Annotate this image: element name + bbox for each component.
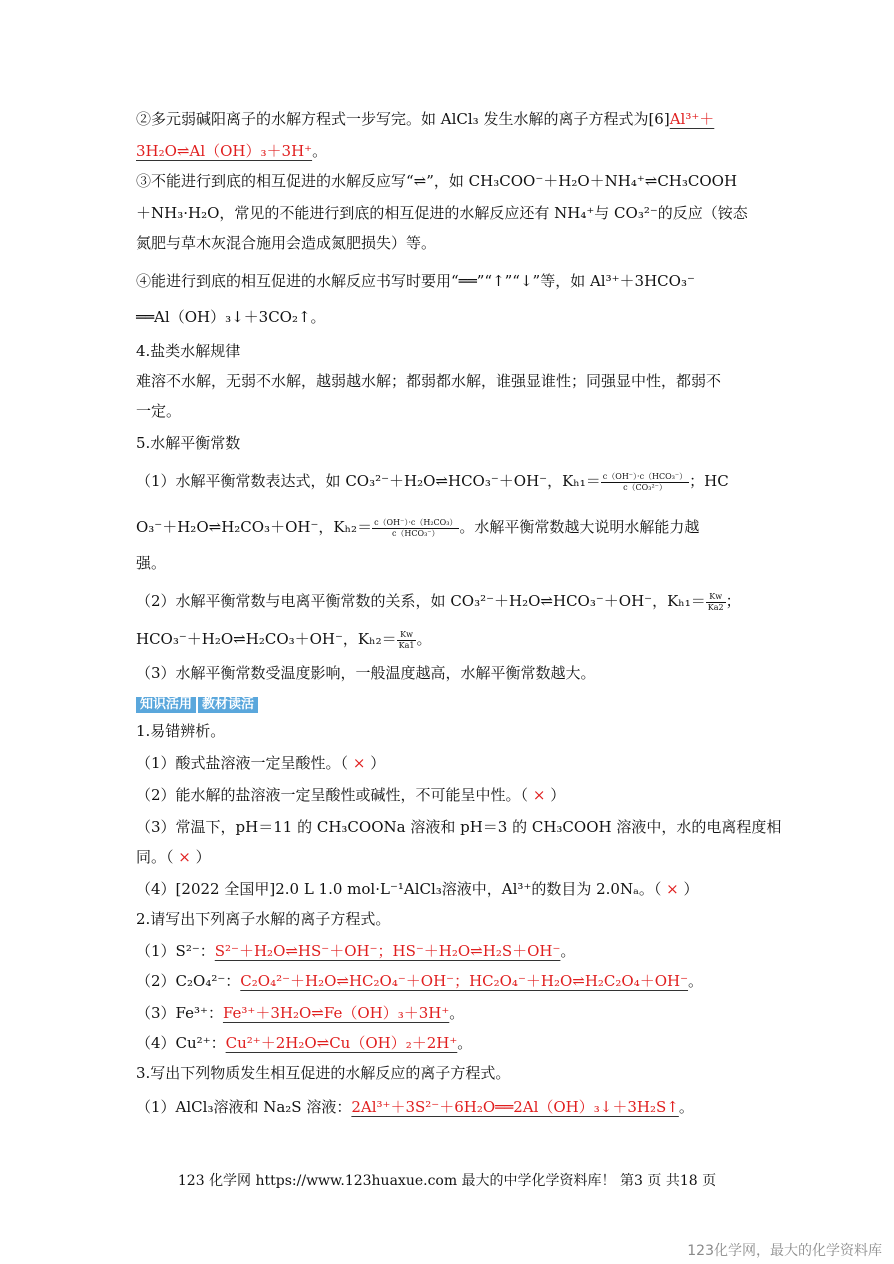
text: ） <box>195 848 211 866</box>
text: （1）水解平衡常数表达式，如 CO₃²⁻＋H₂O⇌HCO₃⁻＋OH⁻，Kₕ₁＝ <box>136 472 601 490</box>
text-line: （3）水解平衡常数受温度影响，一般温度越高，水解平衡常数越大。 <box>136 664 596 682</box>
fraction <box>372 518 459 539</box>
text-line <box>136 628 762 651</box>
wrong-mark: × <box>352 754 366 772</box>
section-heading: 4.盐类水解规律 <box>136 342 241 360</box>
badge-row <box>136 692 762 714</box>
text: （3）Fe³⁺： <box>136 1004 223 1022</box>
text: （4）[2022 全国甲]2.0 L 1.0 mol·L⁻¹AlCl₃溶液中，Al³⁺的数目为 2.0Nₐ。（ <box>136 880 662 898</box>
fraction <box>601 472 689 493</box>
text-line <box>136 470 762 493</box>
wrong-mark: × <box>178 848 191 866</box>
fraction <box>706 592 726 613</box>
text-line <box>136 1002 762 1024</box>
badge-textbook: 教材读活 <box>198 697 258 713</box>
fraction <box>397 630 417 651</box>
text: 。 <box>688 972 704 990</box>
text-line: ══Al（OH）₃↓＋3CO₂↑。 <box>136 308 326 326</box>
text: ②多元弱碱阳离子的水解方程式一步写完。如 AlCl₃ 发生水解的离子方程式为[6] <box>136 110 670 128</box>
text: HCO₃⁻＋H₂O⇌H₂CO₃＋OH⁻，Kₕ₂＝ <box>136 630 397 648</box>
text: （4）Cu²⁺： <box>136 1034 226 1052</box>
text-line: 难溶不水解，无弱不水解，越弱越水解；都弱都水解，谁强显谁性；同强显中性，都弱不 <box>136 372 722 390</box>
text: （2）能水解的盐溶液一定呈酸性或碱性，不可能呈中性。（ <box>136 786 529 804</box>
answer-blank: 3H₂O⇌Al（OH）₃＋3H⁺ <box>136 142 313 160</box>
text-line: 一定。 <box>136 402 182 420</box>
text: 。 <box>416 630 432 648</box>
text: （1）酸式盐溶液一定呈酸性。（ <box>136 754 349 772</box>
text: 。 <box>312 142 328 160</box>
fraction-numerator: c（OH⁻）·c（HCO₃⁻） <box>602 471 688 481</box>
text: 。 <box>449 1004 465 1022</box>
fraction-denominator: c（CO₃²⁻） <box>623 482 667 492</box>
text-line <box>136 878 762 900</box>
text: （2）水解平衡常数与电离平衡常数的关系，如 CO₃²⁻＋H₂O⇌HCO₃⁻＋OH⁻，Kₕ₁＝ <box>136 592 706 610</box>
text-line: 氮肥与草木灰混合施用会造成氮肥损失）等。 <box>136 234 437 252</box>
text-line <box>136 1032 762 1054</box>
text: ） <box>683 880 699 898</box>
text: ；HC <box>689 472 729 490</box>
answer-blank: S²⁻＋H₂O⇌HS⁻＋OH⁻；HS⁻＋H₂O⇌H₂S＋OH⁻ <box>214 942 561 960</box>
answer-blank: Al³⁺＋ <box>669 110 715 128</box>
text-line: ③不能进行到底的相互促进的水解反应写“⇌”，如 CH₃COO⁻＋H₂O＋NH₄⁺⇌CH₃COOH <box>136 172 738 190</box>
text-line: （3）常温下，pH＝11 的 CH₃COONa 溶液和 pH＝3 的 CH₃COOH 溶液中，水的电离程度相 <box>136 818 782 836</box>
section-heading: 1.易错辨析。 <box>136 722 226 740</box>
fraction-numerator: Kw <box>706 592 726 603</box>
text: O₃⁻＋H₂O⇌H₂CO₃＋OH⁻，Kₕ₂＝ <box>136 518 373 536</box>
text-line <box>136 752 762 774</box>
fraction-denominator: Ka2 <box>707 602 724 612</box>
text-line <box>136 1096 762 1118</box>
text: ） <box>550 786 566 804</box>
section-heading: 2.请写出下列离子水解的离子方程式。 <box>136 910 391 928</box>
answer-blank: Cu²⁺＋2H₂O⇌Cu（OH）₂＋2H⁺ <box>225 1034 458 1052</box>
fraction-numerator: c（OH⁻）·c（H₂CO₃） <box>374 517 458 527</box>
text: 同。（ <box>136 848 174 866</box>
answer-blank: Fe³⁺＋3H₂O⇌Fe（OH）₃＋3H⁺ <box>222 1004 450 1022</box>
badge-knowledge: 知识活用 <box>136 697 196 713</box>
text-line <box>136 940 762 962</box>
fraction-denominator: Ka1 <box>398 640 415 650</box>
text-line: 强。 <box>136 554 167 572</box>
text: ） <box>370 754 386 772</box>
text-line <box>136 140 762 162</box>
wrong-mark: × <box>666 880 679 898</box>
text: 。 <box>457 1034 473 1052</box>
text-line <box>136 590 762 613</box>
text-line: ＋NH₃·H₂O，常见的不能进行到底的相互促进的水解反应还有 NH₄⁺与 CO₃²⁻的反应（铵态 <box>136 204 748 222</box>
text: （1）S²⁻： <box>136 942 215 960</box>
fraction-numerator: Kw <box>397 630 417 641</box>
text: ； <box>725 592 741 610</box>
wrong-mark: × <box>532 786 546 804</box>
watermark: 123化学网，最大的化学资料库 <box>687 1243 882 1259</box>
text-line <box>136 516 762 539</box>
fraction-denominator: c（HCO₃⁻） <box>391 528 440 538</box>
text: 。水解平衡常数越大说明水解能力越 <box>459 518 700 536</box>
answer-blank: C₂O₄²⁻＋H₂O⇌HC₂O₄⁻＋OH⁻；HC₂O₄⁻＋H₂O⇌H₂C₂O₄＋OH⁻ <box>240 972 689 990</box>
text: （2）C₂O₄²⁻： <box>136 972 241 990</box>
text-line <box>136 784 762 806</box>
text-line <box>136 846 762 868</box>
text-line: ④能进行到底的相互促进的水解反应书写时要用“══”“↑”“↓”等，如 Al³⁺＋3HCO₃⁻ <box>136 272 695 290</box>
text-line <box>136 108 762 130</box>
text: 。 <box>678 1098 694 1116</box>
section-heading: 5.水解平衡常数 <box>136 434 241 452</box>
page-footer: 123 化学网 https://www.123huaxue.com 最大的中学化学资料库！ 第3 页 共18 页 <box>177 1173 717 1189</box>
section-heading: 3.写出下列物质发生相互促进的水解反应的离子方程式。 <box>136 1064 511 1082</box>
text-line <box>136 970 762 992</box>
answer-blank: 2Al³⁺＋3S²⁻＋6H₂O══2Al（OH）₃↓＋3H₂S↑ <box>351 1098 679 1116</box>
text: （1）AlCl₃溶液和 Na₂S 溶液： <box>136 1098 352 1116</box>
text: 。 <box>560 942 576 960</box>
